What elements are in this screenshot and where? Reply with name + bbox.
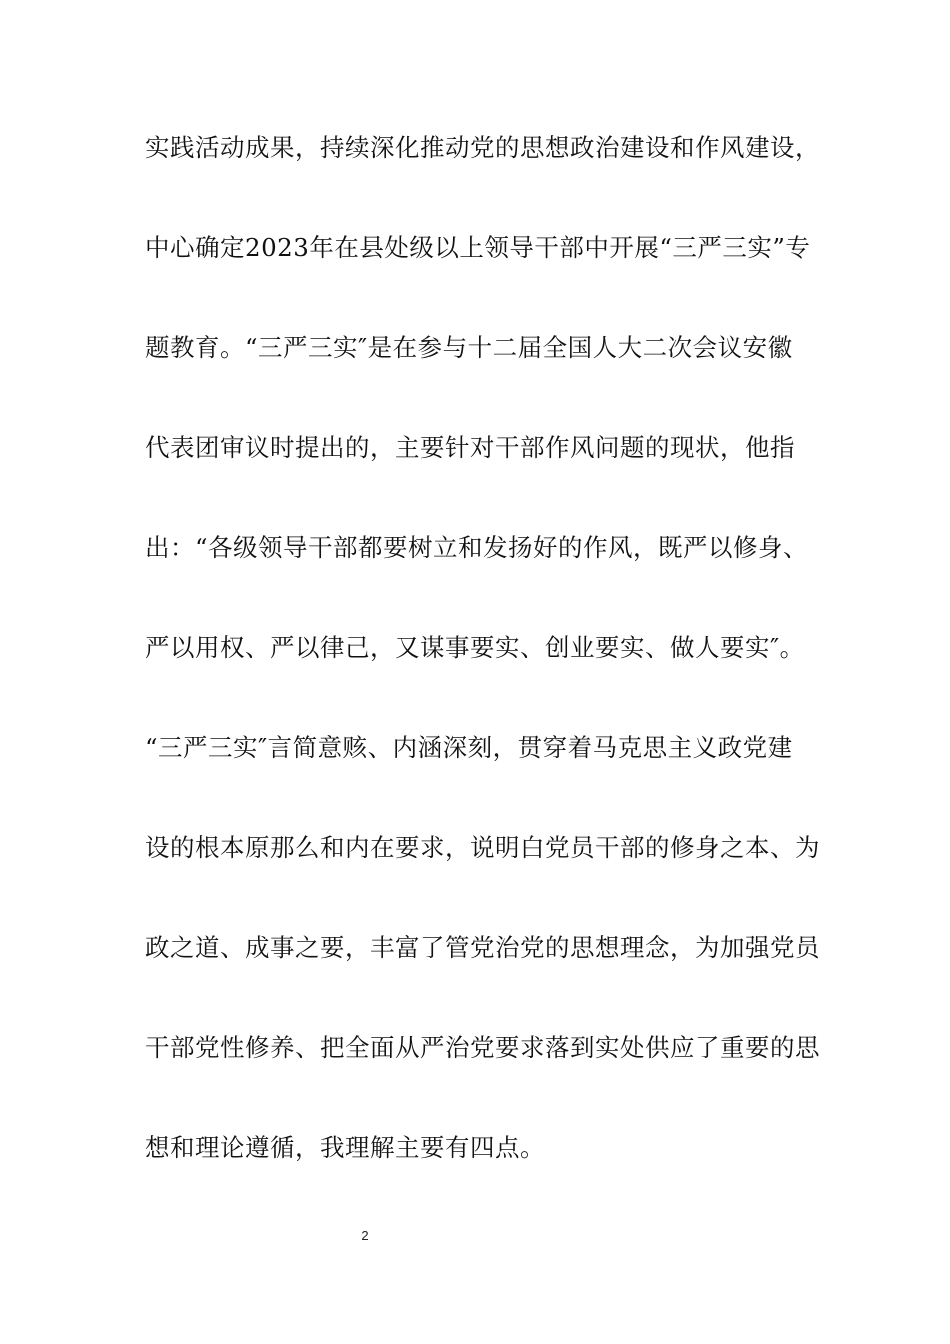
text-line: “三严三实″言简意赅、内涵深刻，贯穿着马克思主义政党建	[145, 733, 793, 762]
text-line: 实践活动成果，持续深化推动党的思想政治建设和作风建设，	[145, 133, 820, 162]
text-line: 想和理论遵循，我理解主要有四点。	[145, 1133, 545, 1162]
page-number: 2	[361, 1228, 369, 1243]
text-line: 题教育。“三严三实″是在参与十二届全国人大二次会议安徽	[145, 333, 793, 362]
text-line: 干部党性修养、把全面从严治党要求落到实处供应了重要的思	[145, 1033, 820, 1062]
text-line: 出：“各级领导干部都要树立和发扬好的作风，既严以修身、	[145, 533, 809, 562]
body-text	[145, 128, 820, 1228]
text-line: 严以用权、严以律己，又谋事要实、创业要实、做人要实″。	[145, 633, 805, 662]
text-line: 中心确定2023年在县处级以上领导干部中开展“三严三实”专	[145, 233, 811, 262]
text-line: 政之道、成事之要，丰富了管党治党的思想理念，为加强党员	[145, 933, 820, 962]
text-line: 设的根本原那么和内在要求，说明白党员干部的修身之本、为	[145, 833, 820, 862]
text-line: 代表团审议时提出的，主要针对干部作风问题的现状，他指	[145, 433, 795, 462]
